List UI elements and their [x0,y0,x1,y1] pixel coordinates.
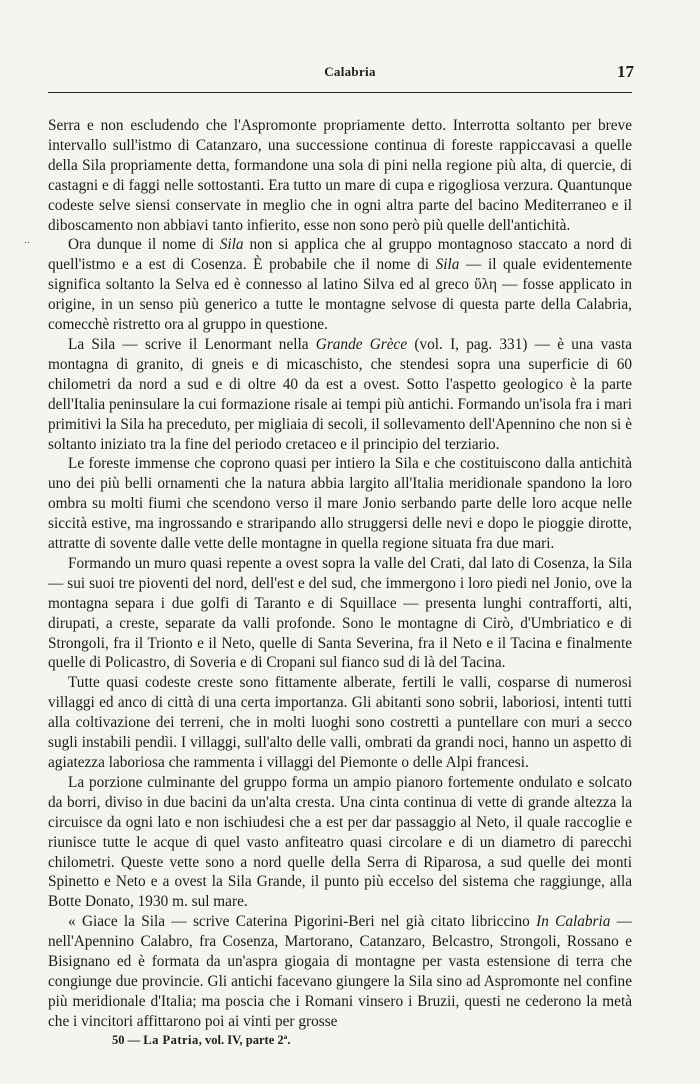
paragraph: Le foreste immense che coprono quasi per intiero la Sila e che costituiscono dalla antichità uno dei più belli ornamenti che la natura abbia largito all'Italia meridionale spandono la loro ombra su molti fiumi che scendono verso il mare Jonio serbando parte delle loro acque nelle siccità estive, ma ingrossando e straripando allo struggersi delle nevi e dopo le pioggie dirotte, attratte di sovente dalle vette delle montagne in quella regione situata fra due mari. [48,455,632,553]
signature-footer: 50 — La Patria, vol. IV, parte 2ª. [112,1033,291,1047]
paragraph: Formando un muro quasi repente a ovest sopra la valle del Crati, dal lato di Cosenza, la Sila — sui suoi tre pioventi del nord, dell'est e del sud, che immergono i loro piedi nel Jonio, ove la montagna separa i due golfi di Taranto e di Squillace — presenta lunghi contrafforti, alti, dirupati, a creste, separate da valli profonde. Sono le montagne di Cirò, d'Umbriatico e di Strongoli, fra il Trionto e il Neto, quelle di Santa Severina, fra il Neto e il Tacina e finalmente quelle di Policastro, di Soveria e di Cropani sul fianco sud di là del Tacina. [48,554,632,672]
body-text [48,116,632,1032]
italic-term: Sila [219,236,244,254]
page-number: 17 [617,62,634,81]
paragraph: Ora dunque il nome di Sila non si applica che al gruppo montagnoso staccato a nord di quell'istmo e a est di Cosenza. È probabile che il nome di Sila — il quale evidentemente significa soltanto la Selva ed è connesso al latino Silva ed al greco ὕλη — fosse applicato in origine, in un senso più generico a tutte le montagne selvose di questa parte della Calabria, comecchè ristretto ora al gruppo in questione. [48,236,632,334]
book-title: Grande Grèce [315,335,408,353]
paragraph: La porzione culminante del gruppo forma un ampio pianoro fortemente ondulato e solcato da borri, diviso in due bacini da un'alta cresta. Una cinta continua di vette di grande altezza la circuisce da ogni lato e non ischiudesi che a est per dar passaggio al Neto, il quale raccoglie e riunisce tutte le acque di quel vasto anfiteatro quasi circolare e di un diametro di parecchi chilometri. Queste vette sono a nord quelle della Serra di Riparosa, a sud quelle dei monti Spinetto e Neto e a ovest la Sila Grande, il punto più eccelso del sistema che raggiunge, alla Botte Donato, 1930 m. sul mare. [48,773,632,911]
book-title: In Calabria [536,913,611,931]
publication-name: La Patria [143,1033,199,1047]
margin-mark: .. [24,232,30,246]
paragraph: La Sila — scrive il Lenormant nella Grande Grèce (vol. I, pag. 331) — è una vasta montagna di granito, di gneis e di micaschisto, che stendesi sopra una superficie di 60 chilometri da nord a sud e di oltre 40 da est a ovest. Sotto l'aspetto geologico è la parte dell'Italia peninsulare la cui formazione risale ai tempi più antichi. Formando un'isola fra i mari primitivi la Sila ha preceduto, per migliaia di secoli, il sollevamento dell'Apennino che non si è soltanto iniziato tra la fine del periodo cretaceo e il principio del terziario. [48,335,633,453]
header-rule [48,92,632,93]
paragraph: Tutte quasi codeste creste sono fittamente alberate, fertili le valli, cosparse di numerosi villaggi ed anco di città di una certa importanza. Gli abitanti sono sobrii, laboriosi, intenti tutti alla coltivazione dei terreni, che in molti luoghi sono costretti a puntellare con muri a secco sugli instabili pendìi. I villaggi, sull'alto delle valli, ombrati da grandi noci, hanno un aspetto di agiatezza laboriosa che rammenta i villaggi del Piemonte o delle Alpi francesi. [48,674,632,771]
running-head-title: Calabria [324,64,376,79]
italic-term: Sila [435,256,460,274]
paragraph: « Giace la Sila — scrive Caterina Pigorini-Beri nel già citato libriccino In Calabria — nell'Apennino Calabro, fra Cosenza, Martorano, Catanzaro, Belcastro, Strongoli, Rossano e Bisignano ed è formata da un'aspra giogaia di montagne per vasta estensione di terra che congiunge due provincie. Gli antichi facevano giungere la Sila sino ad Aspromonte nel confine più meridionale d'Italia; ma poscia che i Romani vinsero i Bruzii, questi ne cederono la metà che i vincitori affittarono poi ai vinti per grosse [48,913,632,1030]
paragraph: Serra e non escludendo che l'Aspromonte propriamente detto. Interrotta soltanto per breve intervallo sull'istmo di Catanzaro, una successione continua di foreste rappiccavasi a quelle della Sila propriamente detta, formandone una sola di pini nella regione più alta, di quercie, di castagni e di faggi nelle sottostanti. Era tutto un mare di cupa e rigogliosa verzura. Quantunque codeste selve siensi conservate in meglio che in ogni altra parte del bacino Mediterraneo e il diboscamento non abbiavi tanto infierito, esse non sono però più quelle dell'antichità. [48,117,632,234]
